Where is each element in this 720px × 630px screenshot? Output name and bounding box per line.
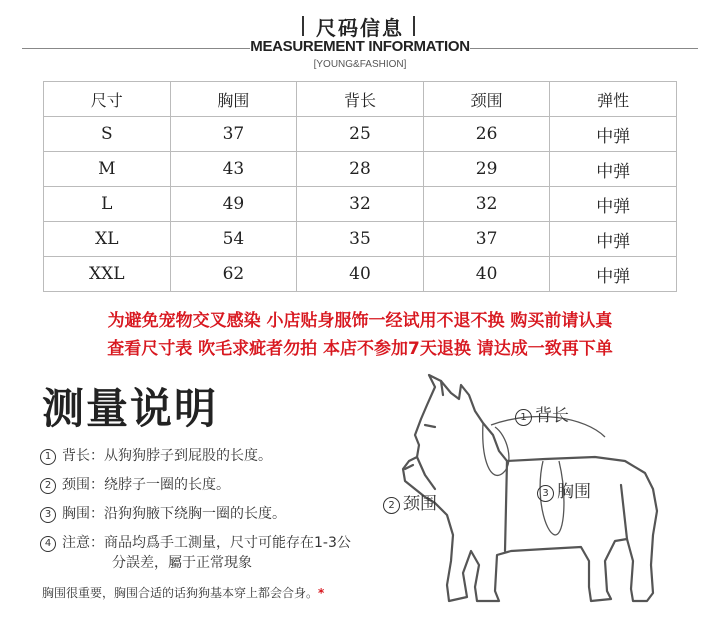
item-text: 从狗狗脖子到屁股的长度。 (104, 448, 272, 464)
table-cell: 40 (423, 257, 550, 292)
measure-item-chest (40, 503, 286, 523)
title-bar-right (413, 16, 415, 36)
measure-item-back (40, 445, 272, 465)
measure-item-note (40, 532, 351, 552)
item-text: 绕脖子一圈的长度。 (104, 477, 230, 493)
table-cell: 62 (170, 257, 297, 292)
table-cell: 28 (297, 152, 424, 187)
table-cell: 中弹 (550, 257, 677, 292)
warning-line-1: 为避免宠物交叉感染 小店贴身服饰一经试用不退不换 购买前请认真 (107, 311, 613, 331)
item-text: 沿狗狗腋下绕胸一圈的长度。 (104, 506, 286, 522)
table-cell: 32 (423, 187, 550, 222)
table-cell: 中弹 (550, 222, 677, 257)
table-cell: 中弹 (550, 152, 677, 187)
table-cell: S (44, 117, 171, 152)
item-label: 颈围： (62, 477, 104, 493)
table-row (44, 222, 677, 257)
table-cell: L (44, 187, 171, 222)
number-4-icon: 4 (40, 536, 56, 552)
column-header: 尺寸 (44, 82, 171, 117)
table-cell: 25 (297, 117, 424, 152)
table-cell: 37 (423, 222, 550, 257)
table-cell: 54 (170, 222, 297, 257)
brand-tag: [YOUNG&FASHION] (313, 59, 407, 70)
warning-line-2: 查看尺寸表 吹毛求疵者勿拍 本店不参加7天退换 请达成一致再下单 (107, 339, 613, 359)
asterisk-icon: * (318, 586, 325, 600)
number-1-icon: 1 (40, 449, 56, 465)
neck-text: 颈围 (403, 494, 437, 514)
table-cell: 43 (170, 152, 297, 187)
table-cell: XXL (44, 257, 171, 292)
table-cell: 32 (297, 187, 424, 222)
dog-diagram (388, 365, 695, 615)
header (0, 0, 720, 80)
item-text: 商品均爲手工測量，尺寸可能存在1-3公 (104, 535, 351, 551)
column-header: 胸围 (170, 82, 297, 117)
table-header-row (44, 82, 677, 117)
table-cell: 26 (423, 117, 550, 152)
column-header: 弹性 (550, 82, 677, 117)
column-header: 颈围 (423, 82, 550, 117)
item-label: 背长： (62, 448, 104, 464)
table-cell: 中弹 (550, 117, 677, 152)
number-3-icon: 3 (537, 485, 554, 502)
table-cell: 37 (170, 117, 297, 152)
table-cell: 49 (170, 187, 297, 222)
chest-text: 胸围 (557, 482, 591, 502)
table-row (44, 257, 677, 292)
item-label: 注意： (62, 535, 104, 551)
table-cell: M (44, 152, 171, 187)
measure-item-neck (40, 474, 230, 494)
table-row (44, 117, 677, 152)
number-3-icon: 3 (40, 507, 56, 523)
table-row (44, 152, 677, 187)
size-table (43, 81, 677, 292)
measure-item-note-cont: 分誤差，屬于正常現象 (112, 555, 252, 571)
neck-label (383, 489, 437, 514)
back-length-text: 背长 (535, 406, 569, 426)
footnote-text: 胸围很重要，胸围合适的话狗狗基本穿上都会合身。 (42, 586, 319, 600)
table-cell: 中弹 (550, 187, 677, 222)
chest-label (537, 477, 591, 502)
item-label: 胸围： (62, 506, 104, 522)
measure-title: 测量说明 (42, 384, 219, 433)
table-cell: XL (44, 222, 171, 257)
back-length-label (515, 401, 569, 426)
number-2-icon: 2 (40, 478, 56, 494)
column-header: 背长 (297, 82, 424, 117)
number-1-icon: 1 (515, 409, 532, 426)
page-title: 尺码信息 (316, 16, 404, 40)
divider-right (470, 48, 698, 49)
page-subtitle: MEASUREMENT INFORMATION (250, 38, 470, 55)
number-2-icon: 2 (383, 497, 400, 514)
table-cell: 35 (297, 222, 424, 257)
table-cell: 29 (423, 152, 550, 187)
table-row (44, 187, 677, 222)
table-cell: 40 (297, 257, 424, 292)
footnote (42, 584, 324, 601)
